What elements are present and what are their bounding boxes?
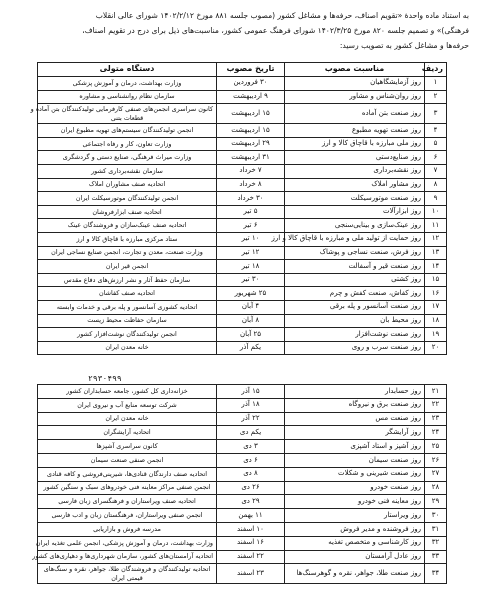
occasion-cell: روز صنعت بتن آماده xyxy=(285,104,425,124)
table-row xyxy=(38,398,447,412)
organization-line: اتحادیه صنف عینک‌سازان و فروشندگان عینک xyxy=(67,221,187,230)
organization-cell xyxy=(38,440,217,454)
row-number: ۲۴ xyxy=(425,426,447,440)
organization-line: وزارت میراث فرهنگی، صنایع دستی و گردشگری xyxy=(62,153,192,162)
date-cell: ۸ دی xyxy=(217,467,285,481)
organization-cell xyxy=(38,232,217,246)
organization-line: اتحادیه آرایشگران xyxy=(103,428,151,437)
occasion-cell: روز آزمایشگاهیان xyxy=(285,77,425,91)
organization-line: قیمتی ایران xyxy=(111,573,143,582)
row-number: ۱۷ xyxy=(425,300,447,314)
row-number: ۲ xyxy=(425,90,447,104)
table-row xyxy=(38,564,447,584)
occasion-cell: روز کشتی xyxy=(285,273,425,287)
organization-cell xyxy=(38,246,217,260)
organization-cell xyxy=(38,467,217,481)
occasion-cell: روز ویراستار xyxy=(285,509,425,523)
organization-line: اتحادیه صنف کفاشان xyxy=(99,289,155,298)
table-row xyxy=(38,426,447,440)
date-cell: ۲۹ اردیبهشت xyxy=(217,137,285,151)
organization-line: خانه معدن ایران xyxy=(105,414,149,423)
row-number: ۳ xyxy=(425,104,447,124)
date-cell: ۱۵ اردیبهشت xyxy=(217,124,285,138)
organization-cell xyxy=(38,412,217,426)
date-cell: ۱۲ تیر xyxy=(217,246,285,260)
row-number: ۲۸ xyxy=(425,481,447,495)
organization-line: وزارت تعاون، کار و رفاه اجتماعی xyxy=(82,139,172,148)
date-cell: ۷ خرداد xyxy=(217,164,285,178)
date-cell: ۲۵ آبان xyxy=(217,328,285,342)
date-cell: ۱۸ آذر xyxy=(217,398,285,412)
row-number: ۳۴ xyxy=(425,564,447,584)
table-row xyxy=(38,287,447,301)
organization-cell xyxy=(38,495,217,509)
date-cell: ۸ آبان xyxy=(217,314,285,328)
date-cell: ۳۱ اردیبهشت xyxy=(217,151,285,165)
occasion-cell: روز محیط بان xyxy=(285,314,425,328)
occasion-cell: روز آرایشگر xyxy=(285,426,425,440)
date-cell: یکم آذر xyxy=(217,341,285,355)
table-row xyxy=(38,178,447,192)
organization-line: انجمن صنفی ویراستاران، فرهنگستان زبان و ادب فارسی xyxy=(51,511,203,520)
date-cell: ۳۰ تیر xyxy=(217,273,285,287)
organization-line: انجمن تولیدکنندگان نوشت‌افزار کشور xyxy=(77,329,177,338)
organization-line: اتحادیه کشوری آسانسور و پله برقی و خدمات وابسته xyxy=(56,302,198,311)
organization-cell xyxy=(38,314,217,328)
date-cell: ۱۰ تیر xyxy=(217,232,285,246)
row-number: ۱۶ xyxy=(425,287,447,301)
date-cell: ۵ تیر xyxy=(217,205,285,219)
table-row xyxy=(38,495,447,509)
organization-cell xyxy=(38,164,217,178)
date-cell: ۲۹ دی xyxy=(217,495,285,509)
organization-line: انجمن صنفی مراکز معاینه فنی خودروهای سبک و سنگین کشور xyxy=(43,483,211,492)
table-row xyxy=(38,440,447,454)
organization-cell xyxy=(38,426,217,440)
organization-cell xyxy=(38,90,217,104)
date-cell: ۴ آبان xyxy=(217,300,285,314)
row-number: ۱۸ xyxy=(425,314,447,328)
date-cell: ۲۶ دی xyxy=(217,481,285,495)
table-row xyxy=(38,522,447,536)
organization-cell xyxy=(38,398,217,412)
occasions-table-part1 xyxy=(30,62,447,355)
occasion-cell: روز روان‌شناس و مشاور xyxy=(285,90,425,104)
organization-line: اتحادیه صنف ویراستاران و فرهنگسرای زبان فارسی xyxy=(58,497,196,506)
row-number: ۲۰ xyxy=(425,341,447,355)
table-row xyxy=(38,453,447,467)
row-number: ۱۳ xyxy=(425,246,447,260)
row-number: ۹ xyxy=(425,192,447,206)
occasion-cell: روز صنعت نوشت‌افزار xyxy=(285,328,425,342)
organization-line: سازمان نظام روانشناسی و مشاوره xyxy=(79,92,175,101)
occasion-cell: روز آشپز و استاد آشپزی xyxy=(285,440,425,454)
organization-line: اتحادیه تولیدکنندگان و فروشندگان طلا، جواهر، نقره و سنگ‌های xyxy=(43,564,211,573)
organization-cell xyxy=(30,104,217,124)
row-number: ۳۰ xyxy=(425,509,447,523)
occasions-table-part2 xyxy=(32,384,447,584)
occasion-cell: روز صنعت طلا، جواهر، نقره و گوهرسنگ‌ها xyxy=(285,564,425,584)
organization-line: انجمن تولیدکنندگان سیستم‌های تهویه مطبوع ایران xyxy=(60,125,194,134)
row-number: ۵ xyxy=(425,137,447,151)
row-number: ۳۱ xyxy=(425,522,447,536)
occasion-cell: روز صنعت سیمان xyxy=(285,453,425,467)
organization-line: اتحادیه صنف ابزارفروشان xyxy=(92,207,162,216)
organization-cell xyxy=(38,287,217,301)
organization-cell xyxy=(38,192,217,206)
table-row xyxy=(38,205,447,219)
date-cell: ۹ اردیبهشت xyxy=(217,90,285,104)
occasion-cell: روز صنعت آسانسور و پله برقی xyxy=(285,300,425,314)
row-number: ۴ xyxy=(425,124,447,138)
table-row xyxy=(38,164,447,178)
date-cell: ۱۶ اسفند xyxy=(217,536,285,550)
intro-line: حرفه‌ها و مشاغل کشور به تصویب رسید: xyxy=(339,41,469,50)
date-cell: ۳ دی xyxy=(217,440,285,454)
row-number: ۲۵ xyxy=(425,440,447,454)
row-number: ۲۳ xyxy=(425,412,447,426)
organization-cell xyxy=(35,536,217,550)
row-number: ۱۵ xyxy=(425,273,447,287)
occasion-cell: روز صنعت مس xyxy=(285,412,425,426)
organization-line: خزانه‌داری کل کشور، جامعه حسابداران کشور xyxy=(66,386,188,395)
table-row xyxy=(38,260,447,274)
organization-cell xyxy=(38,564,217,584)
intro-line: به استناد ماده واحدۀ «تقویم اصناف، حرفه‌ها و مشاغل کشور (مصوب جلسه ۸۸۱ مورخ ۱۴۰۲/۲/۱۲ شورای عالی انقلاب xyxy=(95,11,469,20)
row-number: ۲۶ xyxy=(425,453,447,467)
organization-cell xyxy=(38,77,217,91)
table-row xyxy=(38,536,447,550)
occasion-cell: روز عادل آرامستان xyxy=(285,550,425,564)
date-cell: ۲۳ اسفند xyxy=(217,564,285,584)
organization-line: شرکت توسعه منابع آب و نیروی ایران xyxy=(77,400,177,409)
date-cell: ۱۵ آذر xyxy=(217,385,285,399)
occasion-cell: روز صنعت موتورسیکلت xyxy=(285,192,425,206)
organization-line: انجمن صنفی صنعت سیمان xyxy=(90,455,164,464)
occasion-cell: روز فروشنده و مدیر فروش xyxy=(285,522,425,536)
organization-cell xyxy=(38,260,217,274)
table-row xyxy=(38,412,447,426)
organization-line: قطعات بتنی xyxy=(110,113,144,122)
date-cell: ۱۸ تیر xyxy=(217,260,285,274)
organization-line: سازمان نقشه‌برداری کشور xyxy=(91,166,163,175)
header-org: دستگاه متولی xyxy=(38,63,217,77)
table-row xyxy=(38,314,447,328)
row-number: ۱۴ xyxy=(425,260,447,274)
table-row xyxy=(38,77,447,91)
organization-cell xyxy=(38,328,217,342)
date-cell: ۱۱ بهمن xyxy=(217,509,285,523)
organization-cell xyxy=(38,385,217,399)
occasion-cell: روز مشاور املاک xyxy=(285,178,425,192)
organization-cell xyxy=(38,219,217,233)
organization-line: سازمان حفاظت محیط زیست xyxy=(87,316,167,325)
occasion-cell: روز صنعت شیرینی و شکلات xyxy=(285,467,425,481)
date-cell: ۲۵ شهریور xyxy=(217,287,285,301)
table-row xyxy=(38,246,447,260)
organization-line: کانون سراسری آشپزها xyxy=(96,442,158,451)
date-cell: ۶ تیر xyxy=(217,219,285,233)
organization-cell xyxy=(38,522,217,536)
occasion-cell: روز معاینه فنی خودرو xyxy=(285,495,425,509)
organization-line: اتحادیه صنف مشاوران املاک xyxy=(88,180,166,189)
row-number: ۲۱ xyxy=(425,385,447,399)
occasion-cell: روز صنعت تهویه مطبوع xyxy=(285,124,425,138)
organization-cell xyxy=(38,137,217,151)
header-occasion: مناسبت مصوب xyxy=(285,63,425,77)
date-cell: ۳۰ فروردین xyxy=(217,77,285,91)
table-row xyxy=(38,467,447,481)
date-cell: ۱۵ اردیبهشت xyxy=(217,104,285,124)
row-number: ۲۲ xyxy=(425,398,447,412)
table-row xyxy=(38,300,447,314)
row-number: ۲۹ xyxy=(425,495,447,509)
occasion-cell: روز ملی مبارزه با قاچاق کالا و ارز xyxy=(285,137,425,151)
organization-line: انجمن تولیدکنندگان موتورسیکلت ایران xyxy=(75,193,179,202)
organization-line: وزارت بهداشت، درمان و آموزش پزشکی، انجمن علمی تغذیه ایران xyxy=(35,538,213,547)
organization-cell xyxy=(38,205,217,219)
date-cell: ۲۲ آذر xyxy=(217,412,285,426)
row-number: ۲۷ xyxy=(425,467,447,481)
table-row xyxy=(38,192,447,206)
occasion-cell: روز حسابدار xyxy=(285,385,425,399)
organization-cell xyxy=(38,453,217,467)
date-cell: ۳۰ خرداد xyxy=(217,192,285,206)
table-row xyxy=(38,104,447,124)
date-cell: ۲۲ اسفند xyxy=(217,550,285,564)
organization-line: کانون سراسری انجمن‌های صنفی کارفرمایی تولیدکنندگان بتن آماده و xyxy=(30,104,213,113)
organization-line: ستاد مرکزی مبارزه با قاچاق کالا و ارز xyxy=(76,234,178,243)
organization-line: اتحادیه صنف دارندگان قنادی‌ها، شیرینی‌فروشی و کافه قنادی xyxy=(46,469,208,478)
organization-line: انجمن قیر ایران xyxy=(105,261,149,270)
occasion-cell: روز فرش، صنعت نساجی و پوشاک xyxy=(285,246,425,260)
occasion-cell: روز کفاش، صنعت کفش و چرم xyxy=(285,287,425,301)
row-number: ۳۳ xyxy=(425,550,447,564)
row-number: ۸ xyxy=(425,178,447,192)
row-number: ۱۹ xyxy=(425,328,447,342)
table-row xyxy=(38,385,447,399)
table-row xyxy=(38,550,447,564)
document-stamp-number: ۲۹۳۰۴۹۹ xyxy=(88,374,122,383)
organization-line: سازمان حفظ آثار و نشر ارزش‌های دفاع مقدس xyxy=(63,275,191,284)
date-cell: ۶ دی xyxy=(217,453,285,467)
table-row xyxy=(38,509,447,523)
table-row xyxy=(38,328,447,342)
occasion-cell: روز عینک‌سازی و بینایی‌سنجی xyxy=(285,219,425,233)
table-row xyxy=(38,90,447,104)
table-row xyxy=(38,124,447,138)
row-number: ۱ xyxy=(425,77,447,91)
row-number: ۷ xyxy=(425,164,447,178)
table-row xyxy=(38,219,447,233)
organization-cell xyxy=(38,509,217,523)
date-cell: یکم دی xyxy=(217,426,285,440)
occasion-cell: روز صنعت خودرو xyxy=(285,481,425,495)
occasion-cell: روز صنعت قیر و آسفالت xyxy=(285,260,425,274)
occasion-cell: روز صنعت سرب و روی xyxy=(285,341,425,355)
table-row xyxy=(38,481,447,495)
organization-cell xyxy=(38,341,217,355)
table-row xyxy=(38,273,447,287)
organization-cell xyxy=(38,151,217,165)
organization-cell xyxy=(38,178,217,192)
organization-line: وزارت بهداشت، درمان و آموزش پزشکی xyxy=(72,78,182,87)
header-num: ردیف xyxy=(425,63,447,77)
organization-line: خانه معدن ایران xyxy=(105,343,149,352)
occasion-cell: روز نقشه‌برداری xyxy=(285,164,425,178)
organization-line: مدرسه فروش و بازاریابی xyxy=(93,524,161,533)
row-number: ۱۱ xyxy=(425,219,447,233)
organization-cell xyxy=(38,124,217,138)
table-row xyxy=(38,151,447,165)
intro-paragraph xyxy=(14,8,469,53)
organization-cell xyxy=(32,550,217,564)
date-cell: ۸ خرداد xyxy=(217,178,285,192)
organization-line: اتحادیه آرامستان‌های کشور، سازمان شهرداری‌ها و دهیاری‌های کشور xyxy=(32,552,213,561)
row-number: ۳۲ xyxy=(425,536,447,550)
intro-line: فرهنگی)» و تصمیم جلسه ۸۲۰ مورخ ۱۴۰۲/۳/۲۵ شورای فرهنگ عمومی کشور، مناسبت‌های ذیل برای درج در تقویم اصناف، xyxy=(82,26,469,35)
row-number: ۱۰ xyxy=(425,205,447,219)
date-cell: ۱۰ اسفند xyxy=(217,522,285,536)
occasion-cell: روز حمایت از تولید ملی و مبارزه با قاچاق کالا و ارز xyxy=(285,232,425,246)
organization-cell xyxy=(38,481,217,495)
table-row xyxy=(38,232,447,246)
organization-cell xyxy=(38,300,217,314)
organization-cell xyxy=(38,273,217,287)
occasion-cell: روز کارشناسی و متخصص تغذیه xyxy=(285,536,425,550)
header-date: تاریخ مصوب xyxy=(217,63,285,77)
organization-line: وزارت صنعت، معدن و تجارت، انجمن صنایع نساجی ایران xyxy=(51,248,203,257)
row-number: ۶ xyxy=(425,151,447,165)
occasion-cell: روز صنایع‌دستی xyxy=(285,151,425,165)
occasion-cell: روز ابزارآلات xyxy=(285,205,425,219)
row-number: ۱۲ xyxy=(425,232,447,246)
occasion-cell: روز صنعت برق و نیروگاه xyxy=(285,398,425,412)
table-row xyxy=(38,341,447,355)
table-row xyxy=(38,137,447,151)
